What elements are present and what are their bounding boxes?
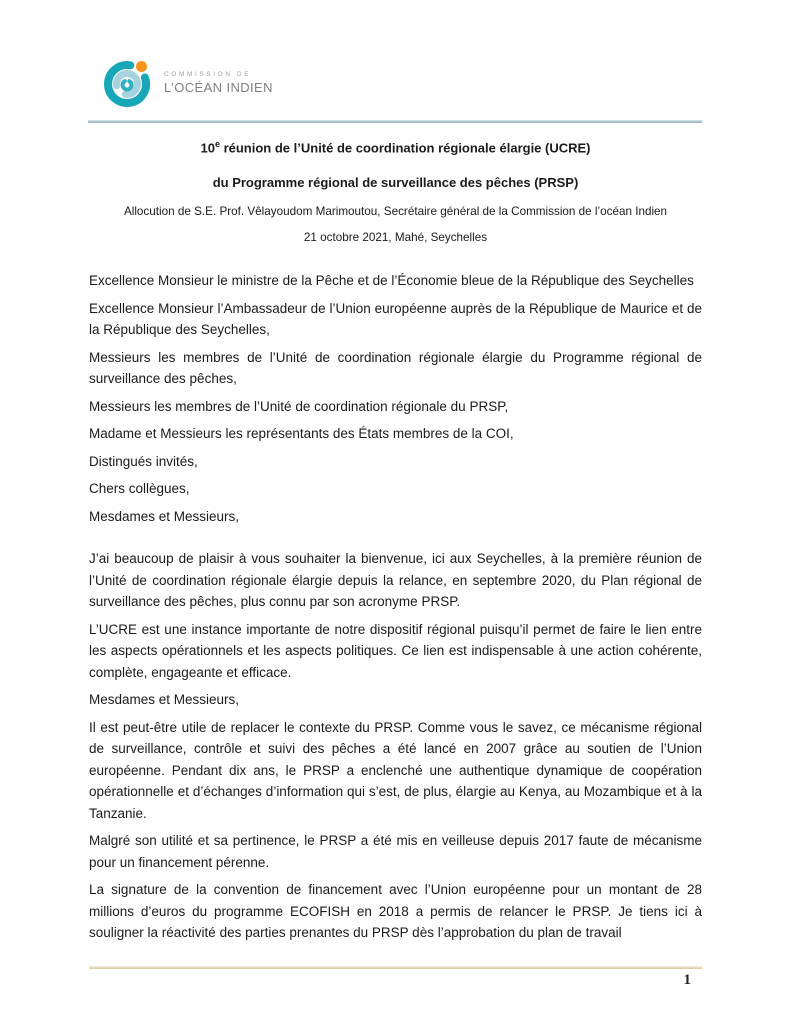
logo-text xyxy=(164,54,273,95)
coi-logo-mark-icon xyxy=(103,54,155,108)
body-paragraph: Malgré son utilité et sa pertinence, le PRSP a été mis en veilleuse depuis 2017 faute de mécanisme pour un financement pérenne. xyxy=(89,833,702,870)
salutation-paragraph: Messieurs les membres de l’Unité de coordination régionale élargie du Programme régional de surveillance des pêches, xyxy=(89,349,702,386)
document-date-location: 21 octobre 2021, Mahé, Seychelles xyxy=(303,231,488,245)
logo-text-line2: L’OCÉAN INDIEN xyxy=(164,80,273,95)
salutation-paragraph: Excellence Monsieur l’Ambassadeur de l’Union européenne auprès de la République de Maurice et de la République des Seychelles, xyxy=(89,300,702,337)
document-title-line2: du Programme régional de surveillance des pêches (PRSP) xyxy=(212,175,579,191)
salutation-paragraph: Madame et Messieurs les représentants des États membres de la COI, xyxy=(89,426,514,441)
logo-orange-dot xyxy=(136,61,147,72)
salutation-paragraph: Mesdames et Messieurs, xyxy=(89,508,240,524)
body-paragraph: Mesdames et Messieurs, xyxy=(89,692,240,707)
body-paragraph: L’UCRE est une instance importante de notre dispositif régional puisqu’il permet de faire le lien entre les aspects opérationnels et les aspects politiques. Ce lien est indispensable à une action cohérente, complète, engageante et efficace. xyxy=(89,621,702,680)
salutation-paragraph: Excellence Monsieur le ministre de la Pêche et de l’Économie bleue de la République des Seychelles xyxy=(89,273,694,288)
salutation-paragraph: Chers collègues, xyxy=(89,481,190,496)
body-paragraph: J’ai beaucoup de plaisir à vous souhaiter la bienvenue, ici aux Seychelles, à la première réunion de l’Unité de coordination régionale élargie depuis la relance, en septembre 2020, du Plan régional de surveillance des pêches, plus connu par son acronyme PRSP. xyxy=(89,551,702,609)
title-block xyxy=(89,136,702,244)
body-paragraph: La signature de la convention de financement avec l’Union européenne pour un montant de 28 millions d’euros du programme ECOFISH en 2018 a permis de relancer le PRSP. Je tiens ici à souligner la réactivité des parties prenantes du PRSP dès l’approbation du plan de travail xyxy=(89,882,702,940)
logo-text-line1: COMMISSION DE xyxy=(164,71,252,78)
title-line1-text: réunion de l’Unité de coordination régionale élargie (UCRE) xyxy=(219,140,591,156)
header-divider xyxy=(88,120,702,123)
footer-divider xyxy=(89,966,702,969)
coi-logo xyxy=(103,54,273,108)
salutation-paragraph: Messieurs les membres de l’Unité de coordination régionale du PRSP, xyxy=(89,398,509,414)
title-ordinal-sup: e xyxy=(214,139,220,149)
salutation-paragraph: Distingués invités, xyxy=(89,453,198,469)
document-subtitle: Allocution de S.E. Prof. Vêlayoudom Marimoutou, Secrétaire général de la Commission de l’océan Indien xyxy=(123,205,668,219)
document-body xyxy=(89,270,702,964)
body-paragraph: Il est peut-être utile de replacer le contexte du PRSP. Comme vous le savez, ce mécanisme régional de surveillance, contrôle et suivi des pêches a été lancé en 2007 grâce au soutien de l’Union européenne. Pendant dix ans, le PRSP a enclenché une authentique dynamique de coopération opérationnelle et d’échanges d’information qui s’est, de plus, élargie au Kenya, au Mozambique et à la Tanzanie. xyxy=(89,719,702,821)
page-number: 1 xyxy=(683,972,691,988)
document-title-line1 xyxy=(89,136,702,156)
title-number: 10 xyxy=(200,140,215,156)
